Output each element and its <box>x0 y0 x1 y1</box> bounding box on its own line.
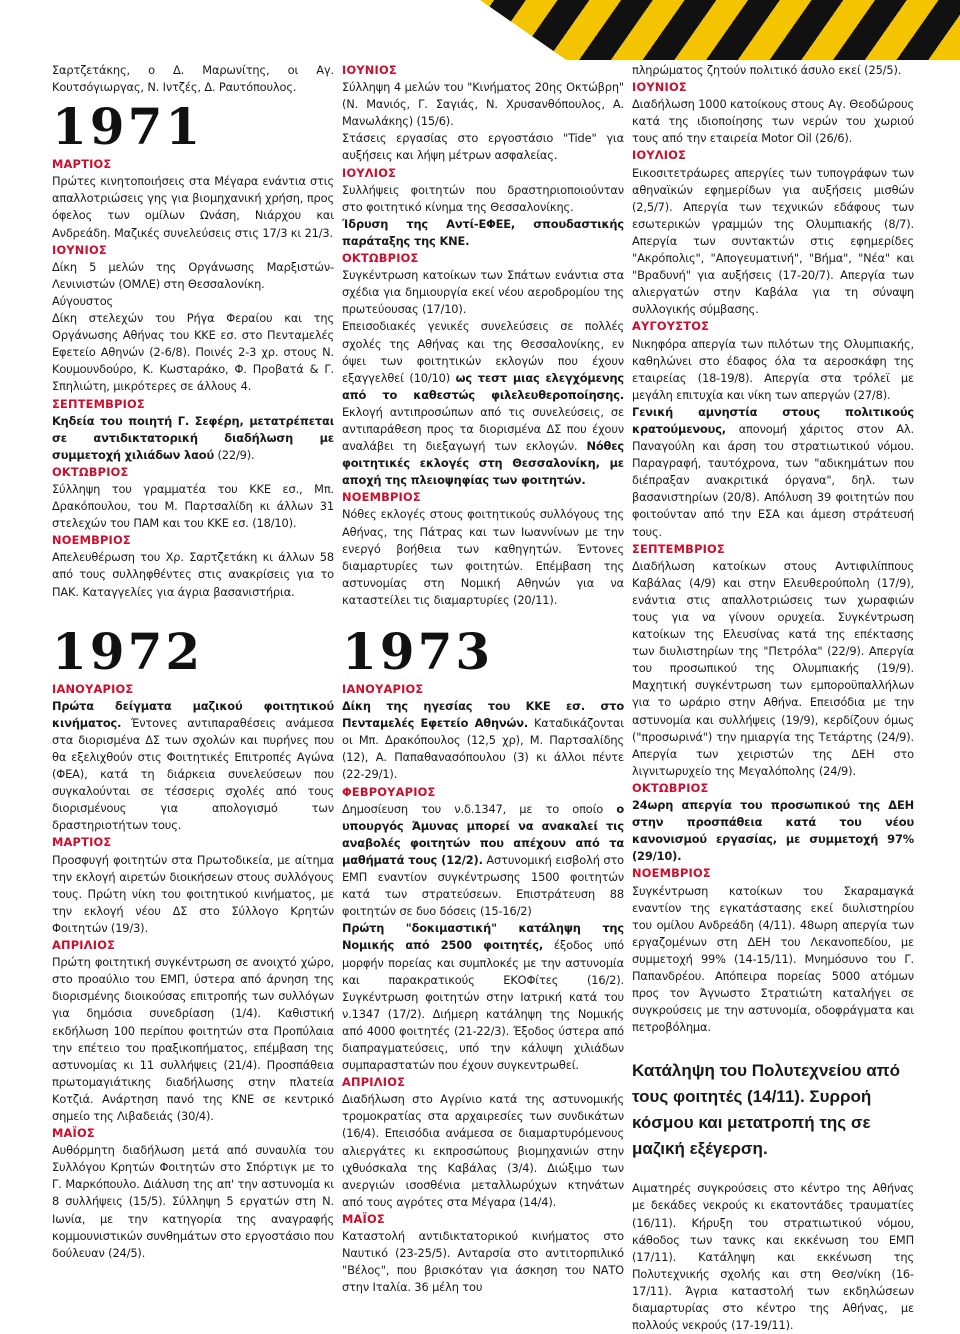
paragraph: Απελευθέρωση του Χρ. Σαρτζετάκη κι άλλων 58 από τους συλληφθέντες στις ανακρίσεις για το ΠΑΚ. Καταγγελίες για άγρια βασανιστήρια. <box>52 550 334 599</box>
month-heading: ΑΠΡΙΛΙΟΣ <box>52 938 116 953</box>
month-label: Αύγουστος <box>52 293 114 308</box>
paragraph: Στάσεις εργασίας στο εργοστάσιο "Tide" για αυξήσεις και λήψη μέτρων ασφαλείας. <box>342 131 624 163</box>
bold-text: Κηδεία του ποιητή Γ. Σεφέρη, μετατρέπεται σε αντιδικτατορική διαδήλωση με συμμετοχή χιλιάδων λαού <box>52 413 334 462</box>
month-heading: ΑΠΡΙΛΙΟΣ <box>342 1075 406 1090</box>
text: έξοδος υπό μορφήν πορείας και συμπλοκές με την αστυνομία και παρακρατικούς ΕΚΟΦίτες (16/2). Συγκέντρωση φοιτητών στην Ιατρική κατά του ν.1347 (17/2). Διήμερη κατάληψη της Νομικής από 4000 φοιτητές (21-22/3). Έξοδος ύστερα από διαπραγματεύσεις, υπό την κάλυψη χιλιάδων συμπαραστατών που έχουν συγκεντρωθεί. <box>342 938 624 1073</box>
hazard-stripes <box>480 0 960 60</box>
headline: Κατάληψη του Πολυτεχνείου από τους φοιτητές (14/11). Συρροή κόσμου και μετατροπή της σε μαζική εξέγερση. <box>632 1061 901 1159</box>
bold-text: Γενική αμνηστία στους πολιτικούς κρατούμενους, <box>632 404 914 436</box>
bold-paragraph: Ίδρυση της Αντί-ΕΦΕΕ, σπουδαστικής παράταξης της ΚΝΕ. <box>342 216 624 248</box>
paragraph: Διαδήλωση στο Αγρίνιο κατά της αστυνομικής τρομοκρατίας στα αρχαιρεσίες των συνδικάτων (16/4). Επεισόδια ανάμεσα σε διαμαρτυρόμενους αλιεργάτες κι εκπροσώπους βιομηχανιών στην ιχθυόσκαλα της Καβάλας (3/4). Διώξιμο των ανεργιών ισοσθένια μεταλλωρύχων κτηνάτων από τους αγρότες στα Μέγαρα (14/4). <box>342 1092 624 1209</box>
paragraph: Πρώτη φοιτητική συγκέντρωση σε ανοιχτό χώρο, στο προαύλιο του ΕΜΠ, ύστερα από άρνηση της διορισμένης διοικούσας επιτροπής των συλλόγων για δημόσια συνεδρίαση (1/4). Καθιστική εκδήλωση 100 περίπου φοιτητών στα Προπύλαια την επέτειο του πραξικοπήματος, επέμβαση της αστυνομίας κι 11 συλλήψεις (21/4). Προσπάθεια πρωτομαγιάτικης διαδήλωσης στην πλατεία Κοτζιά. Ανάρτηση πανό της ΚΝΕ σε κεντρικό σημείο της Λιβαδειάς (30/4). <box>52 955 334 1123</box>
text: Έντονες αντιπαραθέσεις ανάμεσα στα διορισμένα ΔΣ των σχολών και πυρήνες που θα εξελιχθούν στις Φοιτητικές Επιτροπές Αγώνα (ΦΕΑ), κατά τη διάρκεια συνελεύσεων που συγκαλούνται σε τέσσερις σχολές από τους διορισμένους για απολογισμό των δραστηριοτήτων τους. <box>52 715 334 833</box>
paragraph: Πρώτες κινητοποιήσεις στα Μέγαρα ενάντια στις απαλλοτριώσεις γης για βιομηχανική χρήση, προς όφελος των ομίλων Ωνάση, Νιάρχου και Ανδρεάδη. Μαζικές συνελεύσεις στις 17/3 κι 21/3. <box>52 174 334 240</box>
bold-text: Δίκη της ηγεσίας του ΚΚΕ εσ. στο Πενταμελές Εφετείο Αθηνών. <box>342 699 624 731</box>
bold-text: ως τεστ μιας ελεγχόμενης από το καθεστώς φιλελευθεροποίησης. <box>342 370 625 402</box>
paragraph: Σύλληψη 4 μελών του "Κινήματος 20ης Οκτώβρη" (Ν. Μανιός, Γ. Σαγιάς, Ν. Χρυσανθόπουλος, Α. Μανωλάκης) (15/6). <box>342 80 624 129</box>
column-3 <box>632 62 914 1334</box>
paragraph <box>342 920 624 1074</box>
paragraph: Αιματηρές συγκρούσεις στο κέντρο της Αθήνας με δεκάδες νεκρούς κι εκατοντάδες τραυματίες (16/11). Κήρυξη του στρατιωτικού νόμου, κάθοδος των τανκς και εκκένωση του ΕΜΠ (17/11). Κατάληψη και εκκένωση της Πολυτεχνικής σχολής και στη Θεσ/νίκη (16-17/11). Άγρια καταστολή των εκδηλώσεων διαμαρτυρίας στο κέντρο της Αθήνας, με πολλούς νεκρούς (17-19/11). <box>632 1181 914 1333</box>
month-heading: ΜΑΡΤΙΟΣ <box>52 157 112 172</box>
month-heading: ΙΟΥΝΙΟΣ <box>342 63 397 77</box>
month-heading: ΙΟΥΛΙΟΣ <box>632 148 687 163</box>
column-2 <box>342 62 624 1296</box>
text: Επεισοδιακές γενικές συνελεύσεις σε πολλές σχολές της Αθήνας και της Θεσσαλονίκης, εν όψει των φοιτητικών εκλογών που έχουν εξαγγελθεί (10/10) <box>342 319 624 385</box>
paragraph <box>342 318 624 489</box>
column-1 <box>52 62 334 1262</box>
paragraph <box>632 404 914 541</box>
month-heading: ΟΚΤΩΒΡΙΟΣ <box>342 251 419 266</box>
paragraph: Εικοσιτετράωρες απεργίες των τυπογράφων των αθηναϊκών εφημερίδων για αυξήσεις μισθών (2,5/7). Απεργία των τεχνικών εδάφους των εσωτερικών γραμμών της Ολυμπιακής (8/7). Απεργία των συντακτών στις εφημερίδες "Ακρόπολις", "Απογευματινή", "Βήμα", "Νέα" και "Βραδυνή" για αυξήσεις (17-20/7). Απεργία των αλιεργατών στην Καβάλα για τη σύναψη συλλογικής σύμβασης. <box>632 165 914 317</box>
paragraph: Αυθόρμητη διαδήλωση μετά από συναυλία του Συλλόγου Κρητών Φοιτητών στο Σπόρτιγκ με το Γ. Μαρκόπουλο. Διάλυση της απ' την αστυνομία κι 8 συλλήψεις (15/5). Σύλληψη 5 εργατών στη Ν. Ιωνία, με την κατηγορία της αναγραφής κομμουνιστικών συνθημάτων στο εργοστάσιο που δούλευαν (24/5). <box>52 1143 334 1260</box>
bold-paragraph: 24ωρη απεργία του προσωπικού της ΔΕΗ στην προσπάθεια κατά του νέου κανονισμού εργασίας, με συμμετοχή 97% (29/10). <box>632 798 914 864</box>
month-heading: ΟΚΤΩΒΡΙΟΣ <box>632 780 709 795</box>
paragraph: Δίκη 5 μελών της Οργάνωσης Μαρξιστών-Λενινιστών (ΟΜΛΕ) στη Θεσσαλονίκη. <box>52 259 334 291</box>
paragraph: Δίκη στελεχών του Ρήγα Φεραίου και της Οργάνωσης Αθήνας του ΚΚΕ εσ. στο Πενταμελές Εφετείο Αθηνών (2-6/8). Ποινές 2-3 χρ. στους Ν. Κουμουνδούρο, Κ. Κωσταράκο, Φ. Προβατά & Γ. Σπηλιώτη, μικρότερες σε άλλους 4. <box>52 311 334 394</box>
paragraph: Καταστολή αντιδικτατορικού κινήματος στο Ναυτικό (23-25/5). Ανταρσία στο αντιτορπιλικό "Βέλος", που βρισκόταν για άσκηση του ΝΑΤΟ στην Ιταλία. 36 μέλη του <box>342 1229 624 1295</box>
paragraph <box>52 698 334 835</box>
month-heading: ΙΑΝΟΥΑΡΙΟΣ <box>52 681 134 696</box>
month-heading: ΝΟΕΜΒΡΙΟΣ <box>342 490 421 505</box>
month-heading: ΙΑΝΟΥΑΡΙΟΣ <box>342 682 424 696</box>
paragraph: Σύλληψη του γραμματέα του ΚΚΕ εσ., Μπ. Δρακόπουλου, του Μ. Παρτσαλίδη κι άλλων 31 στελεχών του ΠΑΜ και του ΚΚΕ εσ. (18/10). <box>52 481 334 531</box>
year-heading-1972: 1972 <box>52 621 204 681</box>
paragraph: Νικηφόρα απεργία των πιλότων της Ολυμπιακής, καθηλώνει στο έδαφος όλα τα αεροσκάφη της εταιρείας (18-19/8). Απεργία στα τρόλεϊ με μεγάλη επιτυχία και νίκη των απεργών (27/8). <box>632 336 914 402</box>
paragraph: Συγκέντρωση κατοίκων του Σκαραμαγκά εναντίον της εγκατάστασης εκεί διυλιστηρίου του ομίλου Ανδρεάδη (4/11). 48ωρη απεργία των εργαζομένων στη ΔΕΗ του Λεκανοπεδίου, με συμμετοχή 99% (14-15/11). Μνημόσυνο του Γ. Παπανδρέου. Απόπειρα πορείας 5000 ατόμων προς τον Άγνωστο Στρατιώτη καταλήγει σε συγκρούσεις με την αστυνομία, οδοφράγματα και πετροβόλημα. <box>632 883 914 1035</box>
month-heading: ΝΟΕΜΒΡΙΟΣ <box>632 866 711 881</box>
month-heading: ΙΟΥΝΙΟΣ <box>632 80 687 95</box>
month-heading: ΝΟΕΜΒΡΙΟΣ <box>52 533 131 548</box>
paragraph <box>342 801 624 921</box>
text: Εκλογή αντιπροσώπων από τις συνελεύσεις, σε αντιπαράθεση προς τα διορισμένα ΔΣ που έχουν αναλάβει τη διεξαγωγή των εκλογών. <box>342 404 624 454</box>
text: Καταδικάζονται οι Μπ. Δρακόπουλος (12,5 χρ), Μ. Παρτσαλίδης (12), Α. Παπαθανασόπουλου (3) κι άλλοι πέντε (22-29/1). <box>342 716 624 782</box>
paragraph: Διαδήλωση 1000 κατοίκους στους Αγ. Θεοδώρους κατά της ιδιοποίησης των νερών του χωριού τους από την εταιρεία Motor Oil (26/6). <box>632 97 914 146</box>
month-heading: ΟΚΤΩΒΡΙΟΣ <box>52 464 129 479</box>
month-heading: ΙΟΥΝΙΟΣ <box>52 242 107 257</box>
year-heading-1971: 1971 <box>52 97 204 157</box>
month-heading: ΦΕΒΡΟΥΑΡΙΟΣ <box>342 784 436 799</box>
paragraph: Διαδήλωση κατοίκων στους Αντιφιλίππους Καβάλας (4/9) και στην Ελευθερούπολη (17/9), ενάντια στις απαλλοτριώσεις των χωραφιών τους για να γίνουν ορυχεία. Συγκέντρωση κατοίκων της Ελευσίνας κατά της επέκτασης των διυλιστηρίων της "Πετρόλα" (22/9). Απεργία του προσωπικού της Ολυμπιακής (19/9). Μαχητική συγκέντρωση των εμποροϋπαλλήλων για το ωράριο στην Αθήνα. Επεισόδια με την αστυνομία και συλλήψεις (19/9), κερδίζουν όμως ("προσωρινά") την ημιαργία της Τετάρτης (24/9). Απεργία των χειριστών της ΔΕΗ στο λιγνιτωρυχείο της Μεγαλόπολης (24/9). <box>632 558 914 778</box>
month-heading: ΙΟΥΛΙΟΣ <box>342 165 397 180</box>
month-heading: ΜΑΡΤΙΟΣ <box>52 835 112 850</box>
bold-text: Πρώτα δείγματα μαζικού φοιτητικού κινήματος. <box>52 698 334 730</box>
paragraph: πληρώματος ζητούν πολιτικό άσυλο εκεί (25/5). <box>632 63 902 77</box>
paragraph: Νόθες εκλογές στους φοιτητικούς συλλόγους της Αθήνας, της Πάτρας και των Ιωαννίνων με την ενεργό βοήθεια των καθηγητών. Έντονες διαμαρτυρίες των φοιτητών. Επέμβαση της αστυνομίας στη Νομική Αθηνών για να καταστείλει τις διαμαρτυρίες (20/11). <box>342 507 624 607</box>
month-heading: ΣΕΠΤΕΜΒΡΙΟΣ <box>632 541 725 556</box>
bold-text: ο υπουργός Άμυνας μπορεί να ανακαλεί τις αναβολές φοιτητών που απέχουν από τα μαθήματά τους (12/2). <box>342 801 624 867</box>
year-heading-1973: 1973 <box>342 622 494 681</box>
paragraph: Προσφυγή φοιτητών στα Πρωτοδικεία, με αίτημα την εκλογή αιρετών διοικήσεων στους συλλόγους τους. Πρώτη νίκη του φοιτητικού κινήματος, με την εκλογή νέου ΔΣ στο Σύλλογο Κρητών Φοιτητών (19/3). <box>52 852 334 935</box>
paragraph: Συλλήψεις φοιτητών που δραστηριοποιούνταν στο φοιτητικό κίνημα της Θεσσαλονίκης. <box>342 182 624 214</box>
month-heading: ΜΑΪΟΣ <box>52 1126 95 1141</box>
text: Δημοσίευση του ν.δ.1347, με το οποίο <box>342 801 617 816</box>
text: απονομή χάριτος στον Αλ. Παναγούλη και άρση του στρατιωτικού νόμου. Παραγραφή, ταυτόχρονα, των "αδικημάτων που διέπραξαν ανακριτικά όργανα", δηλ. των βασανιστηρίων (20/8). Απόλυση 39 φοιτητών που φοιτούνταν από την ΕΣΑ και άμεση στράτευσή τους. <box>632 421 914 539</box>
paragraph <box>342 698 624 783</box>
month-heading: ΣΕΠΤΕΜΒΡΙΟΣ <box>52 396 145 411</box>
bold-text: Πρώτη "δοκιμαστική" κατάληψη της Νομικής από 2500 φοιτητές, <box>342 921 624 953</box>
paragraph: Συγκέντρωση κατοίκων των Σπάτων ενάντια στα σχέδια για δημιουργία εκεί νέου αεροδρομίου της πρωτεύουσας (17/10). <box>342 268 624 317</box>
text: Αστυνομική εισβολή στο ΕΜΠ εναντίον συγκέντρωσης 1500 φοιτητών κατά των στρατεύσεων. Επιστράτευση 88 φοιτητών σε δυο δόσεις (15-16/2) <box>342 852 624 919</box>
intro-text: Σαρτζετάκης, ο Δ. Μαρωνίτης, οι Αγ. Κουτσόγιωργας, Ν. Ιντζές, Δ. Ραυτόπουλος. <box>52 63 334 95</box>
text: (22/9). <box>214 447 255 462</box>
paragraph <box>52 413 334 464</box>
month-heading: ΑΥΓΟΥΣΤΟΣ <box>632 319 710 334</box>
bold-text: Νόθες φοιτητικές εκλογές στη Θεσσαλονίκη, με αποχή της πλειοψηφίας των φοιτητών. <box>342 439 624 488</box>
month-heading: ΜΑΪΟΣ <box>342 1211 385 1226</box>
